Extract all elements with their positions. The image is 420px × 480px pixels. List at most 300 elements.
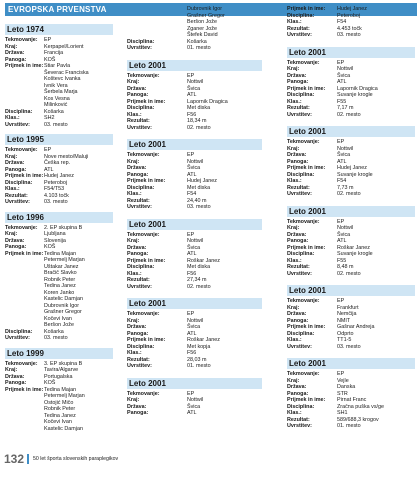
field-label: Država:: [287, 384, 307, 390]
field-label: Država:: [5, 160, 25, 166]
field-label: Klas.:: [287, 19, 302, 25]
field-value: 02. mesto: [337, 191, 361, 197]
page-footer: [4, 452, 118, 466]
field-value: Suvanje krogle: [337, 251, 373, 257]
field-label: Rezultat:: [127, 118, 150, 124]
field-value: Nove mesto/Maluji: [44, 153, 89, 160]
field-value: Gašnar Andreja: [337, 324, 375, 330]
field-value: Grašner Gregor: [187, 12, 225, 19]
field-value: Roškar Janez: [337, 244, 370, 251]
field-label: Uvrstitev:: [287, 343, 312, 350]
field-value: 03. mesto: [44, 335, 68, 341]
field-value: Frankfurt: [337, 304, 359, 311]
field-label: Disciplina:: [287, 330, 315, 337]
field-value: 01. mesto: [337, 423, 361, 429]
field-label: Disciplina:: [127, 343, 155, 350]
field-label: Država:: [287, 72, 307, 79]
field-value: EP: [187, 311, 195, 317]
field-label: [5, 426, 44, 433]
field-value: Portugalska: [44, 373, 73, 380]
field-value: ATL: [187, 171, 197, 178]
field-value: 589/688,3 krogov: [337, 416, 379, 423]
field-value: Pirnat Franc: [337, 397, 367, 403]
field-value: Peteroboj: [44, 179, 68, 186]
field-value: Tedina Majan: [44, 250, 77, 257]
field-value: KOŠ: [44, 380, 56, 386]
field-value: F56: [187, 111, 197, 118]
field-label: Tekmovanje:: [5, 37, 38, 43]
field-label: Disciplina:: [287, 171, 315, 178]
field-value: Petermelj Marjan: [44, 257, 85, 263]
field-label: Tekmovanje:: [127, 390, 160, 397]
field-value: ATL: [337, 238, 347, 244]
year-heading: Leto 2001: [287, 206, 415, 217]
field-label: Uvrstitev:: [287, 191, 312, 197]
field-value: Kastelic Damjan: [44, 296, 83, 302]
field-label: Panoga:: [127, 410, 149, 416]
field-label: Rezultat:: [287, 184, 310, 191]
field-value: Stiar Pavla: [44, 63, 71, 69]
field-value: EP: [337, 218, 345, 225]
year-heading: Leto 2001: [287, 285, 415, 296]
field-value: Grašner Gregor: [44, 309, 82, 315]
field-value: 03. mesto: [337, 32, 361, 38]
record-block: [127, 6, 262, 52]
record-row: [287, 271, 415, 278]
page-number: 132: [4, 452, 25, 466]
field-label: Uvrstitev:: [127, 124, 152, 131]
record-row: [127, 204, 262, 211]
field-label: Prijmek in ime:: [127, 98, 166, 105]
field-value: Nottwil: [337, 145, 354, 152]
field-label: Klas.:: [287, 410, 302, 416]
field-label: Tekmovanje:: [127, 231, 160, 238]
field-label: Prijmek in ime:: [287, 165, 326, 171]
field-label: Panoga:: [127, 330, 149, 337]
field-label: Kraj:: [127, 238, 140, 244]
field-value: F55: [337, 257, 347, 264]
field-value: Hudej Janez: [187, 178, 217, 184]
field-value: F56: [187, 270, 197, 277]
field-value: Odprto: [337, 330, 354, 337]
field-value: 3. EP skupina B: [44, 360, 83, 367]
field-value: Košarka: [187, 38, 207, 45]
field-value: Tavira/Algarve: [44, 367, 79, 373]
field-label: Tekmovanje:: [5, 224, 38, 231]
field-label: Disciplina:: [5, 328, 33, 335]
field-label: Prijmek in ime:: [287, 244, 326, 251]
field-value: Dubrovnik Igor: [187, 6, 223, 12]
field-value: Ljubljana: [44, 231, 66, 237]
field-value: Švica: [187, 244, 201, 251]
footer-title: 50 let športa slovenskih paraplegikov: [33, 456, 119, 462]
field-label: Rezultat:: [287, 105, 310, 111]
record-row: [127, 45, 262, 52]
field-value: Švica: [337, 152, 351, 158]
field-value: Met diska: [187, 184, 211, 191]
field-value: 4.103 točk: [44, 192, 69, 199]
field-value: 28,03 m: [187, 356, 207, 363]
field-label: Rezultat:: [127, 197, 150, 204]
field-label: Tekmovanje:: [5, 147, 38, 153]
record-row: [5, 199, 113, 206]
field-label: Klas.:: [287, 178, 302, 184]
footer-divider: [27, 454, 29, 464]
field-value: 7,17 m: [337, 105, 354, 111]
field-value: Košarka: [44, 108, 64, 115]
field-value: Nottwil: [187, 158, 204, 165]
field-label: Panoga:: [127, 251, 149, 257]
field-value: Suvanje krogle: [337, 171, 373, 178]
field-label: Država:: [127, 403, 147, 410]
field-label: Tekmovanje:: [127, 72, 160, 79]
field-value: Robnik Peter: [44, 276, 76, 283]
record-row: [5, 426, 113, 433]
field-label: Panoga:: [287, 79, 309, 85]
record-block: [287, 6, 415, 39]
field-value: Met diska: [187, 264, 211, 270]
field-value: ATL: [187, 92, 197, 98]
field-label: Klas.:: [127, 111, 142, 118]
field-value: ATL: [337, 79, 347, 85]
field-value: Nemčija: [337, 311, 357, 317]
field-label: Tekmovanje:: [287, 218, 320, 225]
field-value: Bračič Slavko: [44, 270, 77, 276]
field-label: Disciplina:: [127, 105, 155, 111]
record-block: [127, 219, 262, 291]
field-value: Štefek David: [187, 32, 218, 38]
field-label: Panoga:: [5, 380, 27, 386]
field-label: Uvrstitev:: [127, 204, 152, 210]
field-label: Država:: [287, 311, 307, 317]
field-label: Rezultat:: [287, 25, 310, 32]
field-value: 02. mesto: [187, 283, 211, 290]
field-value: 02. mesto: [187, 124, 211, 131]
field-value: SH2: [44, 115, 55, 121]
year-heading: Leto 2001: [127, 60, 262, 71]
year-heading: Leto 1996: [5, 212, 113, 223]
field-label: Država:: [287, 152, 307, 158]
field-label: Kraj:: [287, 66, 300, 72]
field-value: NMIT: [337, 317, 351, 324]
field-value: Uštakar Janez: [44, 263, 79, 270]
record-row: [5, 122, 113, 129]
year-heading: Leto 1974: [5, 24, 113, 35]
field-value: Nottwil: [187, 79, 204, 85]
field-label: Uvrstitev:: [287, 270, 312, 277]
field-value: Češka rep.: [44, 160, 71, 166]
field-value: Milinković: [44, 102, 68, 108]
field-value: Košarka: [44, 328, 64, 335]
field-value: Suvanje krogle: [337, 92, 373, 98]
field-label: Rezultat:: [287, 264, 310, 270]
field-label: Kraj:: [5, 367, 18, 373]
field-label: Disciplina:: [127, 38, 155, 45]
record-row: [127, 363, 262, 370]
section-heading: EVROPSKA PRVENSTVA: [5, 3, 417, 16]
year-heading: Leto 2001: [287, 358, 415, 369]
field-value: 03. mesto: [44, 121, 68, 128]
field-value: Met kopja: [187, 343, 211, 350]
field-label: Prijmek in ime:: [287, 397, 326, 403]
field-label: Disciplina:: [127, 264, 155, 270]
field-label: Panoga:: [5, 166, 27, 173]
field-label: Kraj:: [5, 231, 18, 237]
field-value: EP: [337, 371, 345, 377]
field-label: Uvrstitev:: [5, 121, 30, 128]
field-label: Panoga:: [127, 171, 149, 178]
field-value: F54: [337, 178, 347, 184]
field-value: Beršon Jože: [187, 19, 217, 25]
record-block: [127, 378, 262, 417]
field-label: Uvrstitev:: [287, 32, 312, 38]
field-value: EP: [187, 152, 195, 158]
record-block: [5, 348, 113, 433]
field-value: Nottwil: [187, 317, 204, 324]
field-value: 27,34 m: [187, 277, 207, 283]
field-value: EP: [187, 231, 195, 238]
field-value: Kočevi Ivan: [44, 419, 72, 425]
field-label: Prijmek in ime:: [127, 337, 166, 343]
field-label: Prijmek in ime:: [5, 250, 44, 257]
field-value: 4.453 točk: [337, 25, 362, 32]
field-value: Nottwil: [337, 225, 354, 231]
field-value: STR: [337, 390, 348, 397]
field-value: EP: [44, 37, 52, 43]
field-value: ATL: [187, 330, 197, 337]
field-value: Slovenija: [44, 237, 66, 244]
field-label: Panoga:: [5, 56, 27, 63]
field-label: Klas.:: [5, 186, 20, 192]
field-value: Zganer Jože: [187, 25, 217, 32]
field-label: Tekmovanje:: [287, 371, 320, 377]
field-value: EP: [337, 298, 345, 304]
record-row: [127, 410, 262, 417]
field-value: Roškar Janez: [187, 257, 220, 264]
year-heading: Leto 2001: [127, 298, 262, 309]
field-label: Uvrstitev:: [127, 363, 152, 369]
field-value: Švica: [187, 165, 201, 171]
field-value: 18,34 m: [187, 118, 207, 124]
field-value: Danska: [337, 384, 356, 390]
field-label: Prijmek in ime:: [5, 173, 44, 179]
field-value: Koštevc Ivanka: [44, 76, 81, 82]
field-value: F56: [187, 350, 197, 356]
field-value: Francija: [44, 50, 64, 56]
field-value: EP: [187, 390, 195, 397]
field-label: Prijmek in ime:: [127, 178, 166, 184]
field-value: 03. mesto: [337, 343, 361, 350]
field-label: Država:: [127, 324, 147, 330]
field-value: Tedina Majan: [44, 386, 77, 393]
field-value: F55: [337, 98, 347, 105]
record-block: [127, 60, 262, 132]
field-value: ATL: [44, 166, 54, 173]
field-value: SH1: [337, 410, 348, 416]
field-label: Tekmovanje:: [287, 59, 320, 66]
field-value: Ostojić Mičo: [44, 399, 74, 406]
field-value: Nottwil: [337, 66, 354, 72]
field-label: Kraj:: [127, 317, 140, 324]
field-value: Ševerac Franciska: [44, 69, 89, 76]
field-value: Kastelic Damjan: [44, 425, 83, 432]
field-label: Kraj:: [287, 145, 300, 152]
field-label: Rezultat:: [5, 192, 28, 199]
field-value: 01. mesto: [187, 45, 211, 51]
field-value: 8,48 m: [337, 264, 354, 270]
field-label: Rezultat:: [127, 277, 150, 283]
field-label: Uvrstitev:: [5, 335, 30, 341]
record-block: [287, 285, 415, 350]
field-label: Klas.:: [5, 115, 20, 121]
field-label: Disciplina:: [5, 108, 33, 115]
field-value: Ivnik Vera: [44, 82, 68, 89]
field-label: Disciplina:: [287, 12, 315, 19]
record-row: [287, 32, 415, 39]
field-label: Prijmek in ime:: [287, 324, 326, 330]
field-value: 03. mesto: [187, 204, 211, 210]
record-block: [287, 47, 415, 119]
field-label: Kraj:: [127, 79, 140, 85]
field-value: TT1-5: [337, 337, 352, 343]
field-label: Rezultat:: [287, 416, 310, 423]
field-label: Država:: [5, 50, 25, 56]
record-row: [287, 423, 415, 430]
record-block: [287, 206, 415, 278]
record-block: [5, 134, 113, 206]
field-value: Švica: [187, 85, 201, 92]
field-label: Uvrstitev:: [287, 111, 312, 118]
field-value: Hudej Janez: [337, 165, 367, 171]
field-label: Prijmek in ime:: [5, 63, 44, 69]
field-value: Hudej Janez: [44, 173, 74, 179]
field-label: Država:: [5, 237, 25, 244]
record-row: [287, 344, 415, 351]
record-block: [287, 358, 415, 430]
field-value: Švica: [187, 403, 201, 410]
year-heading: Leto 1999: [5, 348, 113, 359]
field-label: Panoga:: [287, 317, 309, 324]
field-label: Disciplina:: [127, 184, 155, 191]
field-value: Kerpapel/Lorient: [44, 43, 84, 50]
field-label: Kraj:: [287, 225, 300, 231]
record-block: [127, 298, 262, 370]
year-heading: Leto 2001: [127, 378, 262, 389]
field-value: Met diska: [187, 105, 211, 111]
field-value: 02. mesto: [337, 111, 361, 118]
field-value: EP: [337, 139, 345, 145]
field-label: Disciplina:: [287, 92, 315, 98]
field-label: Uvrstitev:: [127, 45, 152, 51]
field-label: Uvrstitev:: [127, 283, 152, 290]
field-value: Hudej Janez: [337, 6, 367, 12]
field-value: Švica: [337, 72, 351, 79]
field-label: Kraj:: [287, 377, 300, 384]
field-label: Država:: [127, 244, 147, 251]
field-value: EP: [187, 72, 195, 79]
field-value: Koren Janko: [44, 289, 75, 296]
field-value: Lapornik Dragica: [187, 98, 228, 105]
field-label: Tekmovanje:: [287, 298, 320, 304]
field-value: 2. EP skupina B: [44, 224, 83, 231]
field-label: Prijmek in ime:: [287, 6, 326, 12]
record-block: [5, 212, 113, 342]
field-label: Klas.:: [287, 98, 302, 105]
field-value: EP: [337, 59, 345, 66]
field-label: Prijmek in ime:: [287, 85, 326, 92]
record-block: [5, 24, 113, 128]
field-label: Tekmovanje:: [287, 139, 320, 145]
field-value: 02. mesto: [337, 270, 361, 277]
field-label: Rezultat:: [127, 356, 150, 363]
record-row: [5, 335, 113, 342]
column-left: [5, 24, 113, 438]
field-value: F54: [187, 191, 197, 197]
record-block: [127, 139, 262, 211]
field-label: Kraj:: [127, 397, 140, 403]
field-value: Beršon Jože: [44, 322, 74, 328]
field-label: Uvrstitev:: [287, 423, 312, 429]
field-label: Panoga:: [287, 238, 309, 244]
field-label: Klas.:: [127, 270, 142, 277]
year-heading: Leto 2001: [127, 219, 262, 230]
field-value: Nottwil: [187, 238, 204, 244]
record-row: [127, 125, 262, 132]
field-value: ATL: [187, 410, 197, 416]
field-label: Prijmek in ime:: [127, 257, 166, 264]
field-label: Panoga:: [287, 158, 309, 165]
field-value: F54/T53: [44, 186, 65, 192]
field-value: 03. mesto: [44, 199, 68, 205]
year-heading: Leto 2001: [287, 47, 415, 58]
field-label: Uvrstitev:: [5, 199, 30, 205]
column-middle: [127, 6, 262, 425]
field-value: Švica: [187, 324, 201, 330]
record-row: [287, 191, 415, 198]
field-label: Država:: [127, 165, 147, 171]
column-right: [287, 6, 415, 438]
field-label: Kraj:: [5, 43, 18, 50]
field-label: Kraj:: [5, 153, 18, 160]
field-label: Klas.:: [127, 350, 142, 356]
field-value: KOŠ: [44, 244, 56, 250]
field-label: Panoga:: [287, 390, 309, 397]
field-value: EP: [44, 147, 52, 153]
field-value: Nottwil: [187, 397, 204, 403]
field-value: Švica: [337, 231, 351, 238]
field-label: Kraj:: [287, 304, 300, 311]
field-value: ATL: [187, 251, 197, 257]
field-value: Kočevi Ivan: [44, 315, 72, 322]
record-row: [287, 112, 415, 119]
field-label: Panoga:: [127, 92, 149, 98]
field-value: KOŠ: [44, 56, 56, 63]
field-value: Šerbela Marja: [44, 89, 78, 95]
field-label: Klas.:: [287, 257, 302, 264]
field-label: Država:: [5, 373, 25, 380]
field-label: Klas.:: [127, 191, 142, 197]
field-value: F54: [337, 19, 347, 25]
field-value: Lapornik Dragica: [337, 85, 378, 92]
field-value: 24,40 m: [187, 197, 207, 204]
year-heading: Leto 1995: [5, 134, 113, 145]
field-label: Disciplina:: [5, 179, 33, 186]
field-value: Roškar Janez: [187, 337, 220, 343]
field-label: Klas.:: [287, 337, 302, 343]
field-label: Kraj:: [127, 158, 140, 165]
field-value: Vejle: [337, 377, 349, 384]
field-label: Tekmovanje:: [5, 360, 38, 367]
